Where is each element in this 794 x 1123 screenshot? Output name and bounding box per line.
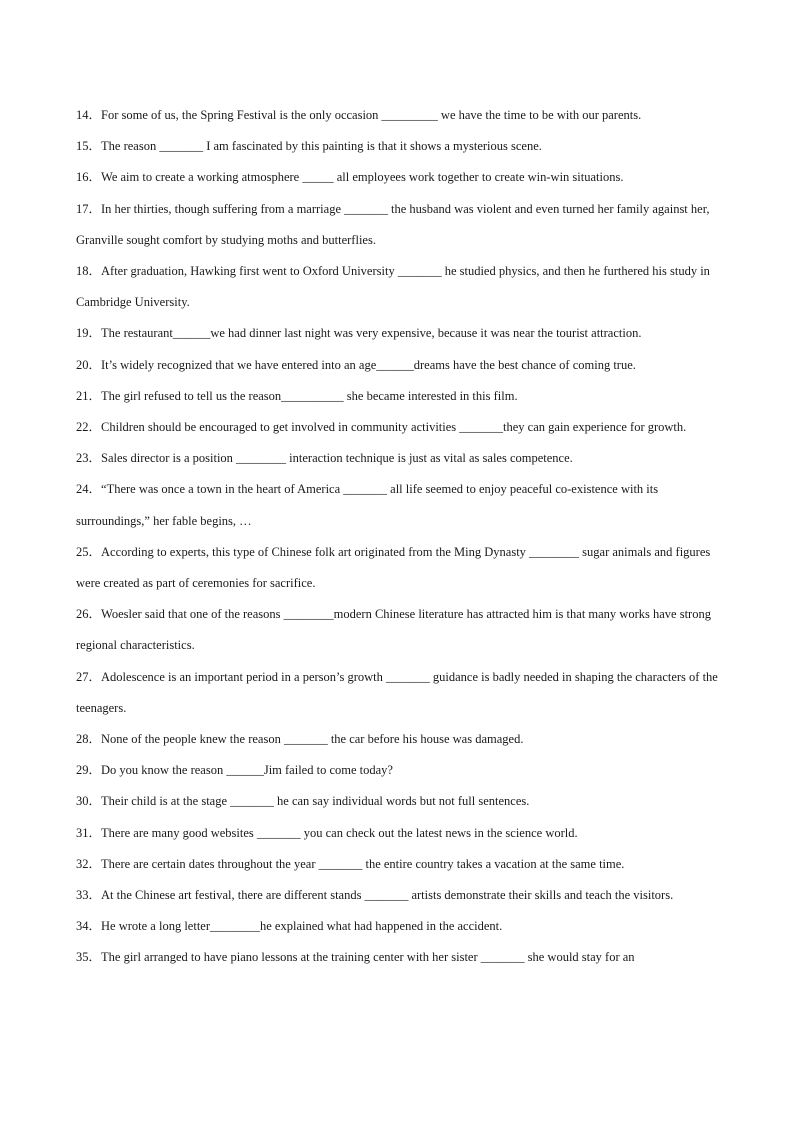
question-text: Do you know the reason ______Jim failed to come today? <box>101 763 393 778</box>
question-item <box>76 724 718 755</box>
question-number: 17． <box>76 201 102 216</box>
question-item <box>76 412 718 443</box>
question-item <box>76 131 718 162</box>
question-item <box>76 381 718 412</box>
question-number: 26． <box>76 607 102 622</box>
question-number: 28． <box>76 732 102 747</box>
question-item <box>76 818 718 849</box>
question-text: Children should be encouraged to get involved in community activities _______they can gain experience for growth. <box>101 420 687 435</box>
question-text: None of the people knew the reason _______ the car before his house was damaged. <box>101 732 524 747</box>
question-text: Sales director is a position ________ interaction technique is just as vital as sales competence. <box>101 451 573 466</box>
question-item <box>76 537 718 599</box>
question-number: 21． <box>76 388 102 403</box>
question-item <box>76 662 718 724</box>
question-item <box>76 350 718 381</box>
question-item <box>76 256 718 318</box>
question-text: In her thirties, though suffering from a marriage _______ the husband was violent and even turned her family against her, Granville sought comfort by studying moths and butterflies. <box>76 201 710 247</box>
question-item <box>76 474 718 536</box>
question-item <box>76 162 718 193</box>
question-text: There are certain dates throughout the year _______ the entire country takes a vacation at the same time. <box>101 856 625 871</box>
question-item <box>76 194 718 256</box>
question-number: 24． <box>76 482 102 497</box>
question-number: 15． <box>76 139 102 154</box>
question-item <box>76 911 718 942</box>
question-item <box>76 755 718 786</box>
question-item <box>76 443 718 474</box>
question-text: “There was once a town in the heart of America _______ all life seemed to enjoy peaceful co-existence with its surroundings,” her fable begins, … <box>76 482 659 528</box>
question-text: It’s widely recognized that we have entered into an age______dreams have the best chance of coming true. <box>101 357 636 372</box>
question-text: At the Chinese art festival, there are different stands _______ artists demonstrate their skills and teach the visitors. <box>101 888 674 903</box>
question-number: 14． <box>76 108 102 122</box>
question-number: 23． <box>76 451 102 466</box>
question-number: 18． <box>76 264 102 279</box>
question-number: 35． <box>76 950 102 965</box>
question-number: 25． <box>76 544 102 559</box>
question-number: 16． <box>76 170 102 185</box>
question-text: Woesler said that one of the reasons ________modern Chinese literature has attracted him is that many works have strong regional characteristics. <box>76 607 711 653</box>
question-number: 20． <box>76 357 102 372</box>
question-number: 19． <box>76 326 102 341</box>
question-text: After graduation, Hawking first went to Oxford University _______ he studied physics, and then he furthered his study in Cambridge University. <box>76 264 710 310</box>
question-text: He wrote a long letter________he explained what had happened in the accident. <box>101 919 503 934</box>
question-number: 34． <box>76 919 102 934</box>
question-item <box>76 599 718 661</box>
question-item <box>76 942 718 973</box>
question-text: The girl arranged to have piano lessons at the training center with her sister _______ she would stay for an <box>101 950 635 965</box>
question-number: 27． <box>76 669 102 684</box>
question-text: The restaurant______we had dinner last night was very expensive, because it was near the tourist attraction. <box>101 326 642 341</box>
question-item <box>76 318 718 349</box>
question-text: For some of us, the Spring Festival is the only occasion _________ we have the time to be with our parents. <box>101 108 642 122</box>
question-text: The reason _______ I am fascinated by this painting is that it shows a mysterious scene. <box>101 139 542 154</box>
question-number: 22． <box>76 420 102 435</box>
question-text: Adolescence is an important period in a person’s growth _______ guidance is badly needed in shaping the characters of the teenagers. <box>76 669 718 715</box>
question-item <box>76 880 718 911</box>
question-number: 33． <box>76 888 102 903</box>
question-item <box>76 100 718 131</box>
question-item <box>76 849 718 880</box>
question-text: According to experts, this type of Chinese folk art originated from the Ming Dynasty ________ sugar animals and figures were created as part of ceremonies for sacrifice. <box>76 544 711 591</box>
question-list <box>76 100 718 974</box>
question-text: There are many good websites _______ you can check out the latest news in the science world. <box>101 825 578 840</box>
question-text: We aim to create a working atmosphere _____ all employees work together to create win-win situations. <box>101 170 624 185</box>
question-item <box>76 786 718 817</box>
question-number: 31． <box>76 825 102 840</box>
question-text: Their child is at the stage _______ he can say individual words but not full sentences. <box>101 794 530 809</box>
question-number: 32． <box>76 856 102 871</box>
question-number: 29． <box>76 763 102 778</box>
question-number: 30． <box>76 794 102 809</box>
question-text: The girl refused to tell us the reason__________ she became interested in this film. <box>101 388 518 403</box>
